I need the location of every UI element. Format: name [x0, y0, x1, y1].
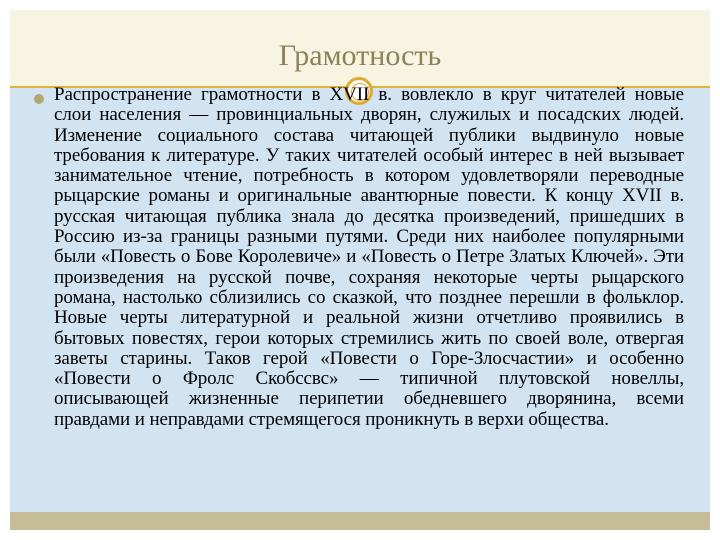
slide-title: Грамотность — [278, 39, 442, 72]
bullet-icon — [34, 94, 44, 104]
bullet-text: Распространение грамотности в XVII в. вовлекло в круг читателей новые слои населения — провинциальных дворян, служилых и посадских людей. Изменение социального состава читающей публики выдвинуло новые требования к литературе. У таких читателей особый интерес в ней вызывает занимательное чтение, потребность в котором удовлетворяли переводные рыцарские романы и оригинальные авантюрные повести. К концу XVII в. русская читающая публика знала до десятка произведений, пришедших в Россию из-за границы разными путями. Среди них наиболее популярными были «Повесть о Бове Королевиче» и «Повесть о Петре Златых Ключей». Эти произведения на русской почве, сохраняя некоторые черты рыцарского романа, настолько сблизились со сказкой, что позднее перешли в фольклор. Новые черты литературной и реальной жизни отчетливо проявились в бытовых повестях, герои которых стремились жить по своей воле, отвергая заветы старины. Таков герой «Повести о Горе-Злосчастии» и особенно «Повести о Фролс Скобссвс» — типичной плутовской новеллы, описывающей жизненные перипетии обедневшего дворянина, всеми правдами и неправдами стремящегося проникнуть в верхи общества. — [54, 84, 684, 430]
bottom-strip — [10, 512, 710, 530]
